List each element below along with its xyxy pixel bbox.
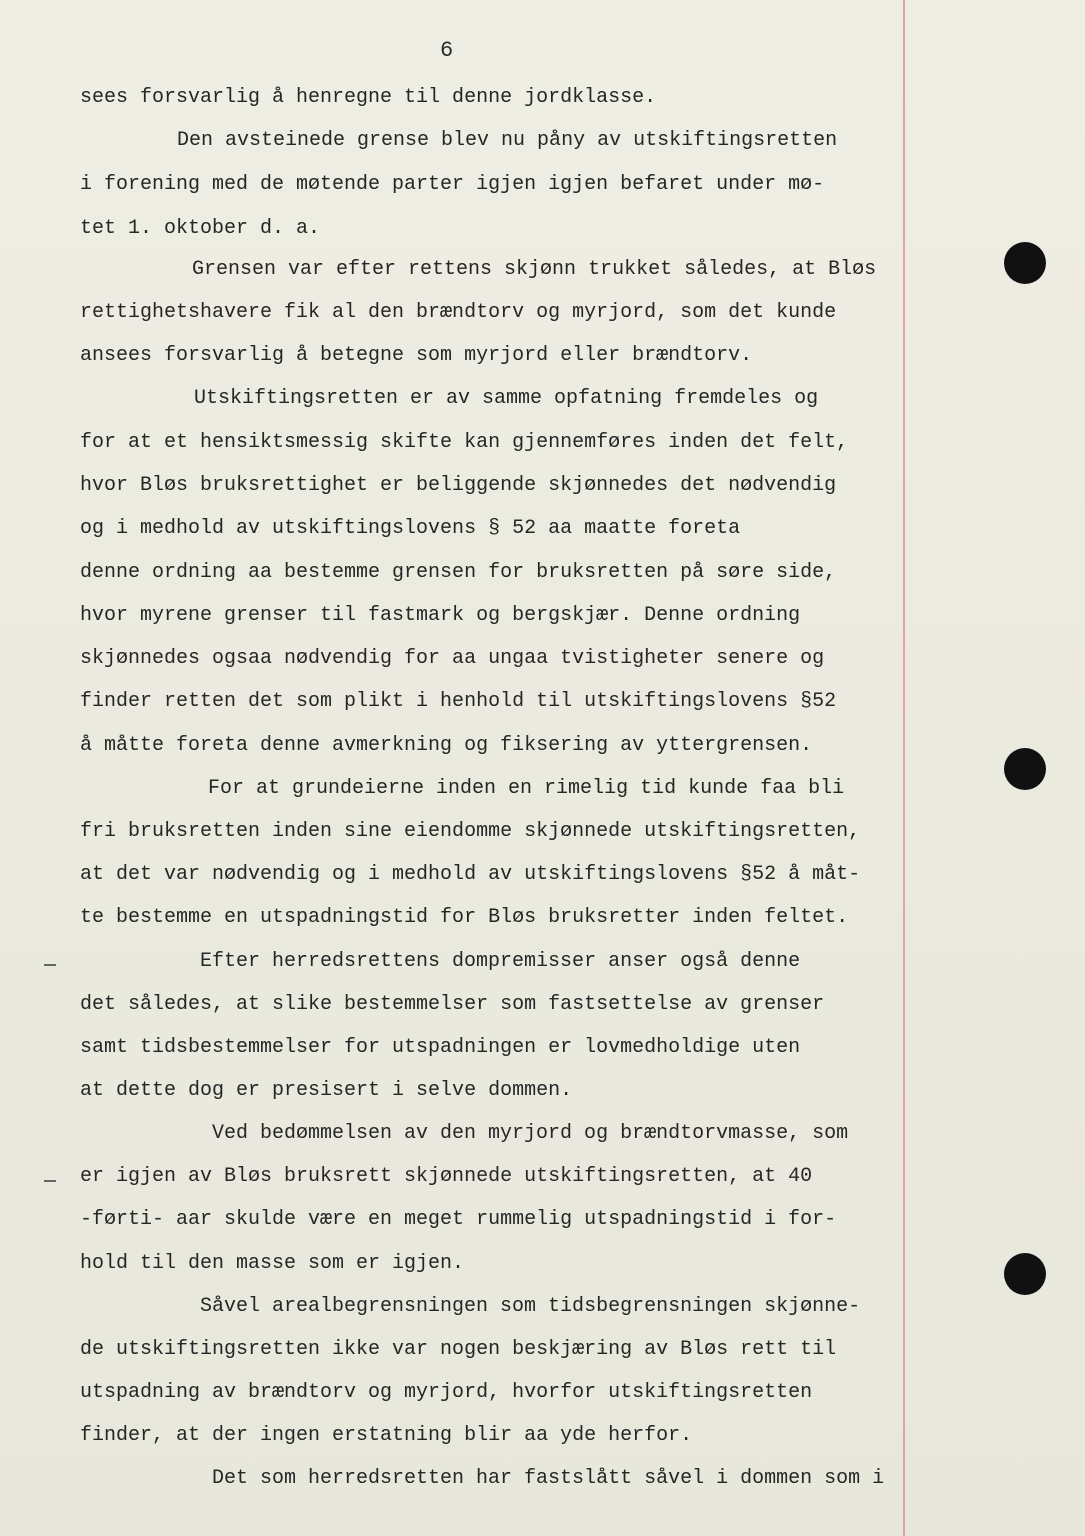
text-line: er igjen av Bløs bruksrett skjønnede utskiftingsretten, at 40 (80, 1165, 813, 1188)
text-line: utspadning av brændtorv og myrjord, hvorfor utskiftingsretten (80, 1381, 813, 1404)
text-line: Såvel arealbegrensningen som tidsbegrensningen skjønne- (200, 1295, 861, 1318)
text-line: rettighetshavere fik al den brændtorv og myrjord, som det kunde (80, 301, 837, 324)
text-line: skjønnedes ogsaa nødvendig for aa ungaa tvistigheter senere og (80, 647, 825, 670)
text-line: finder, at der ingen erstatning blir aa yde herfor. (80, 1424, 693, 1447)
text-line: finder retten det som plikt i henhold til utskiftingslovens §52 (80, 690, 837, 713)
text-line: hvor myrene grenser til fastmark og bergskjær. Denne ordning (80, 604, 801, 627)
text-line: at det var nødvendig og i medhold av utskiftingslovens §52 å måt- (80, 863, 861, 886)
text-line: for at et hensiktsmessig skifte kan gjennemføres inden det felt, (80, 431, 849, 454)
text-line: hold til den masse som er igjen. (80, 1252, 465, 1275)
text-line: å måtte foreta denne avmerkning og fiksering av yttergrensen. (80, 734, 813, 757)
page-number: 6 (440, 38, 454, 63)
text-line: Ved bedømmelsen av den myrjord og brændtorvmasse, som (212, 1122, 849, 1145)
punch-hole (1004, 242, 1046, 284)
text-line: Den avsteinede grense blev nu påny av utskiftingsretten (177, 129, 838, 152)
text-line: samt tidsbestemmelser for utspadningen er lovmedholdige uten (80, 1036, 801, 1059)
text-line: hvor Bløs bruksrettighet er beliggende skjønnedes det nødvendig (80, 474, 837, 497)
text-line: Efter herredsrettens dompremisser anser også denne (200, 950, 801, 973)
text-line: fri bruksretten inden sine eiendomme skjønnede utskiftingsretten, (80, 820, 861, 843)
text-line: ansees forsvarlig å betegne som myrjord eller brændtorv. (80, 344, 753, 367)
text-line: Grensen var efter rettens skjønn trukket således, at Bløs (192, 258, 877, 281)
text-line: For at grundeierne inden en rimelig tid kunde faa bli (208, 777, 845, 800)
text-line: -førti- aar skulde være en meget rummelig utspadningstid i for- (80, 1208, 837, 1231)
text-line: tet 1. oktober d. a. (80, 217, 321, 240)
text-line: at dette dog er presisert i selve dommen. (80, 1079, 573, 1102)
margin-mark (44, 964, 56, 966)
text-line: det således, at slike bestemmelser som fastsettelse av grenser (80, 993, 825, 1016)
punch-hole (1004, 748, 1046, 790)
text-line: Det som herredsretten har fastslått såvel i dommen som i (212, 1467, 885, 1490)
text-line: te bestemme en utspadningstid for Bløs bruksretter inden feltet. (80, 906, 849, 929)
text-line: og i medhold av utskiftingslovens § 52 aa maatte foreta (80, 517, 741, 540)
text-line: de utskiftingsretten ikke var nogen beskjæring av Bløs rett til (80, 1338, 837, 1361)
text-line: Utskiftingsretten er av samme opfatning fremdeles og (194, 387, 819, 410)
punch-hole (1004, 1253, 1046, 1295)
margin-rule (903, 0, 905, 1536)
text-line: sees forsvarlig å henregne til denne jordklasse. (80, 86, 657, 109)
text-line: i forening med de møtende parter igjen igjen befaret under mø- (80, 173, 825, 196)
margin-mark (44, 1180, 56, 1182)
text-line: denne ordning aa bestemme grensen for bruksretten på søre side, (80, 561, 837, 584)
